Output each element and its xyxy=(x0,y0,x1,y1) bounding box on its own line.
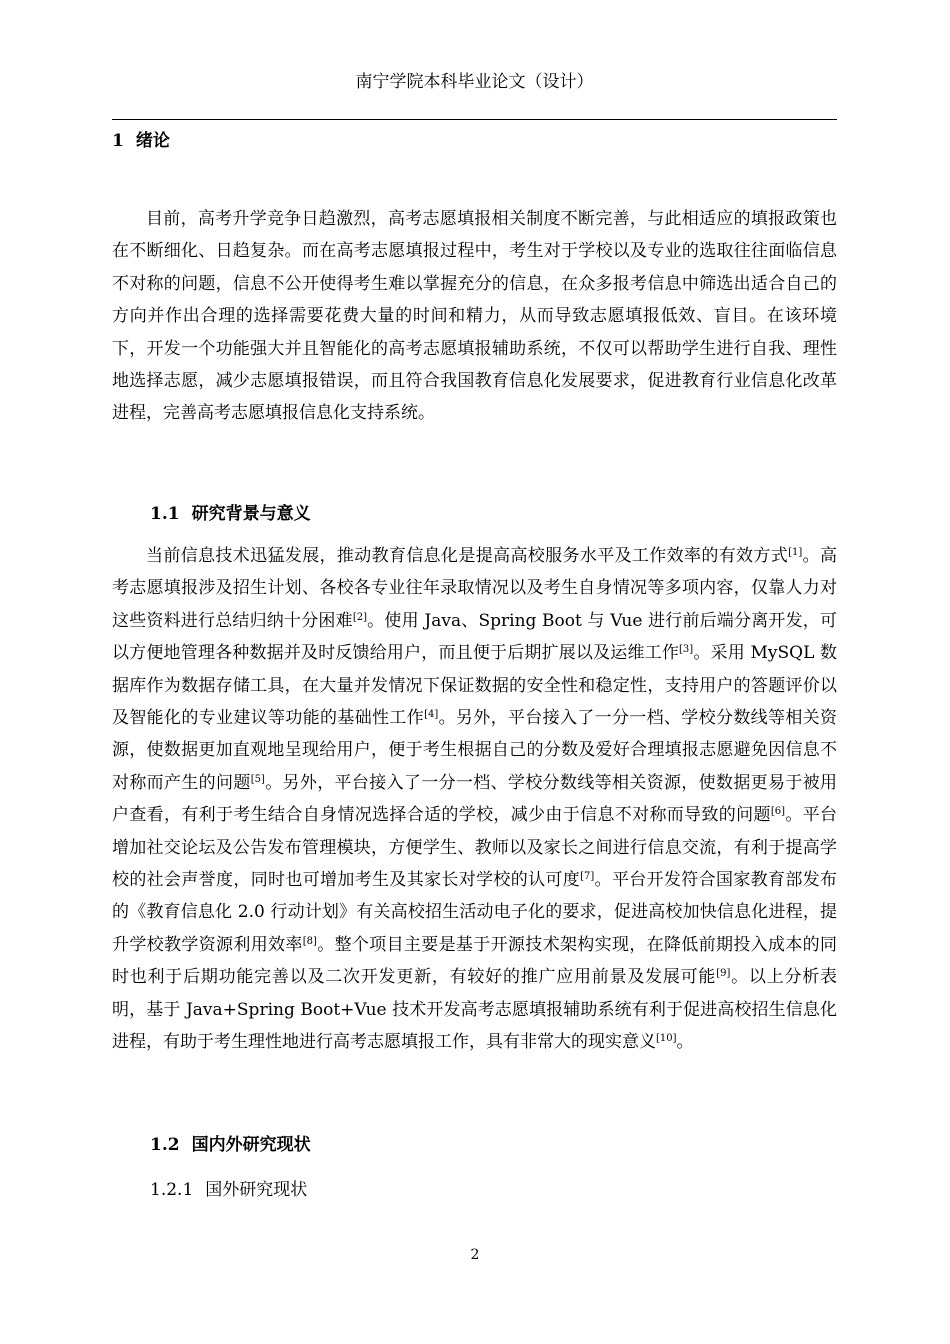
section-number: 1.1 xyxy=(150,504,180,524)
section-title: 国外研究现状 xyxy=(205,1180,308,1200)
section-1-heading xyxy=(112,128,170,154)
paragraph-text: 。另外，平台接入了一分一档、学校分数线等相关资源，使数据更易于被用户查看，有利于考生结合自身情况选择合适的学校，减少由于信息不对称而导致的问题 xyxy=(112,772,838,826)
running-header: 南宁学院本科毕业论文（设计） xyxy=(355,72,594,92)
paragraph-text: 。采用 MySQL 数据库作为数据存储工具，在大量并发情况下保证数据的安全性和稳定性，支持用户的答题评价以及智能化的专业建议等功能的基础性工作 xyxy=(112,643,837,729)
section-1-2-heading xyxy=(150,1132,311,1158)
paragraph-text: 当前信息技术迅猛发展，推动教育信息化是提高高校服务水平及工作效率的有效方式 xyxy=(146,546,789,566)
background-paragraph xyxy=(112,540,837,1059)
paragraph-text: 。另外，平台接入了一分一档、学校分数线等相关资源，使数据更加直观地呈现给用户，便于考生根据自己的分数及爱好合理填报志愿避免因信息不对称而产生的问题 xyxy=(112,708,838,793)
paragraph-text: 。整个项目主要是基于开源技术架构实现，在降低前期投入成本的同时也利于后期功能完善以及二次开发更新，有较好的推广应用前景及发展可能 xyxy=(112,934,838,988)
section-title: 国内外研究现状 xyxy=(191,1135,311,1155)
citation-ref: [4] xyxy=(424,709,439,721)
citation-ref: [1] xyxy=(788,547,803,558)
paragraph-text: 。以上分析表明，基于 Java+Spring Boot+Vue 技术开发高考志愿填报辅助系统有利于促进高校招生信息化进程，有助于考生理性地进行高考志愿填报工作，具有非常大的现实意义 xyxy=(112,967,837,1053)
section-1-1-heading xyxy=(150,501,311,527)
section-number: 1.2 xyxy=(150,1135,180,1155)
paragraph-text: 。 xyxy=(676,1032,694,1053)
citation-ref: [9] xyxy=(716,968,731,980)
citation-ref: [8] xyxy=(302,935,317,947)
citation-ref: [7] xyxy=(580,871,595,883)
paragraph-text: 。使用 Java、Spring Boot 与 Vue 进行前后端分离开发，可以方便地管理各种数据并及时反馈给用户，而且便于后期扩展以及运维工作 xyxy=(112,610,838,664)
section-title: 研究背景与意义 xyxy=(191,504,311,524)
intro-paragraph: 目前，高考升学竞争日趋激烈，高考志愿填报相关制度不断完善，与此相适应的填报政策也在不断细化、日趋复杂。而在高考志愿填报过程中，考生对于学校以及专业的选取往往面临信息不对称的问题，信息不公开使得考生难以掌握充分的信息，在众多报考信息中筛选出适合自己的方向并作出合理的选择需要花费大量的时间和精力，从而导致志愿填报低效、盲目。在该环境下，开发一个功能强大并且智能化的高考志愿填报辅助系统，不仅可以帮助学生进行自我、理性地选择志愿，减少志愿填报错误，而且符合我国教育信息化发展要求，促进教育行业信息化改革进程，完善高考志愿填报信息化支持系统。 xyxy=(112,209,837,424)
paragraph-text: 。高考志愿填报涉及招生计划、各校各专业往年录取情况以及考生自身情况等多项内容，仅靠人力对这些资料进行总结归纳十分困难 xyxy=(112,546,838,631)
citation-ref: [2] xyxy=(352,611,367,623)
page-number: 2 xyxy=(470,1247,480,1263)
section-number: 1 xyxy=(112,131,124,151)
citation-ref: [6] xyxy=(770,806,785,818)
citation-ref: [5] xyxy=(250,773,265,785)
paragraph-text: 。平台增加社交论坛及公告发布管理模块，方便学生、教师以及家长之间进行信息交流，有利于提高学校的社会声誉度，同时也可增加考生及其家长对学校的认可度 xyxy=(112,805,838,891)
citation-ref: [10] xyxy=(656,1033,677,1045)
section-1-2-1-heading xyxy=(150,1177,307,1203)
header-rule xyxy=(112,119,837,120)
paragraph-text: 。平台开发符合国家教育部发布的《教育信息化 2.0 行动计划》有关高校招生活动电子化的要求，促进高校加快信息化进程，提升学校教学资源利用效率 xyxy=(112,870,838,955)
citation-ref: [3] xyxy=(679,644,694,656)
section-title: 绪论 xyxy=(135,131,170,151)
section-number: 1.2.1 xyxy=(150,1180,194,1200)
